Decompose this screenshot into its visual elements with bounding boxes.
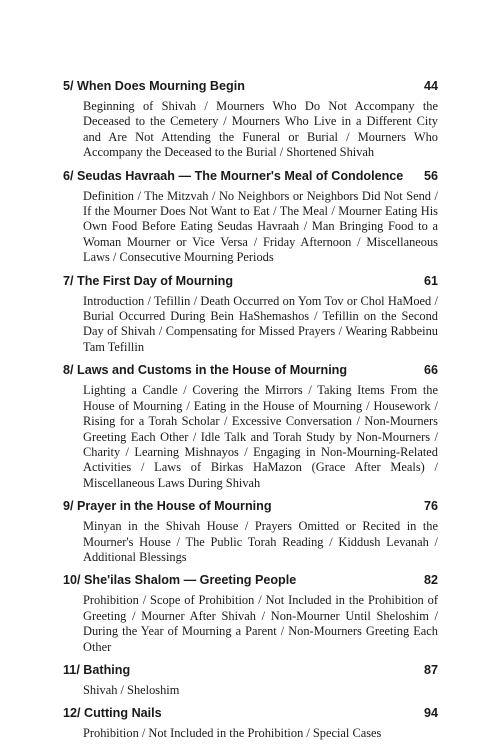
toc-entry-chapter-8[interactable] <box>63 363 438 491</box>
chapter-title[interactable]: 10/ She'ilas Shalom — Greeting People <box>63 573 297 588</box>
chapter-heading <box>63 79 438 94</box>
chapter-heading <box>63 573 438 588</box>
chapter-page-number: 44 <box>423 79 438 93</box>
toc-entry-chapter-7[interactable] <box>63 274 438 356</box>
chapter-topics: Introduction / Tefillin / Death Occurred on Yom Tov or Chol HaMoed / Burial Occurred During Bein HaShemashos / Tefillin on the Second Day of Shivah / Compensating for Missed Prayers / Wearing Rabbeinu Tam Tefillin <box>83 293 438 354</box>
chapter-page-number: 61 <box>423 273 438 288</box>
chapter-page-number: 94 <box>423 706 438 721</box>
toc-entry-chapter-10[interactable] <box>63 573 438 655</box>
chapter-topics: Prohibition / Not Included in the Prohibition / Special Cases <box>83 726 382 741</box>
chapter-topics: Shivah / Sheloshim <box>83 682 180 697</box>
toc-entry-chapter-6[interactable] <box>63 169 438 266</box>
chapter-title[interactable]: 6/ Seudas Havraah — The Mourner's Meal of Condolence <box>63 168 404 183</box>
chapter-page-number: 87 <box>423 662 438 677</box>
chapter-title[interactable]: 11/ Bathing <box>63 662 131 677</box>
toc-entry-chapter-5[interactable] <box>63 79 438 161</box>
toc-entry-chapter-9[interactable] <box>63 499 438 565</box>
chapter-heading <box>63 663 438 678</box>
chapter-topics: Minyan in the Shivah House / Prayers Omitted or Recited in the Mourner's House / The Public Torah Reading / Kiddush Levanah / Additional Blessings <box>83 519 438 564</box>
chapter-topics: Lighting a Candle / Covering the Mirrors / Taking Items From the House of Mourning / Eating in the House of Mourning / Housework / Rising for a Torah Scholar / Excessive Conversation / Non-Mourners Greeting Each Other / Idle Talk and Torah Study by Non-Mourners / Charity / Learning Mishnayos / Engaging in Non-Mourning-Related Activities / Laws of Birkas HaMazon (Grace After Meals) / Miscellaneous Laws During Shivah <box>83 383 438 490</box>
chapter-topics: Prohibition / Scope of Prohibition / Not Included in the Prohibition of Greeting / Mourner After Shivah / Non-Mourner Until Sheloshim / During the Year of Mourning a Parent / Non-Mourners Greeting Each Other <box>83 593 438 654</box>
chapter-heading <box>63 274 438 289</box>
chapter-heading <box>63 363 438 378</box>
toc-entry-chapter-12[interactable] <box>63 706 438 741</box>
chapter-title[interactable]: 9/ Prayer in the House of Mourning <box>63 499 272 514</box>
chapter-title[interactable]: 12/ Cutting Nails <box>63 706 162 721</box>
chapter-page-number: 82 <box>423 573 438 588</box>
chapter-heading <box>63 499 438 514</box>
chapter-page-number: 76 <box>423 499 438 514</box>
chapter-page-number: 66 <box>423 363 438 378</box>
table-of-contents <box>63 79 438 750</box>
chapter-title[interactable]: 8/ Laws and Customs in the House of Mourning <box>63 363 348 378</box>
chapter-title[interactable]: 7/ The First Day of Mourning <box>63 273 234 288</box>
toc-entry-chapter-11[interactable] <box>63 663 438 698</box>
chapter-topics: Beginning of Shivah / Mourners Who Do Not Accompany the Deceased to the Cemetery / Mourners Who Live in a Different City and Are Not Attending the Funeral or Burial / Mourners Who Accompany the Deceased to the Burial / Shortened Shivah <box>83 99 438 160</box>
chapter-title[interactable]: 5/ When Does Mourning Begin <box>63 79 245 93</box>
chapter-page-number: 56 <box>423 168 438 183</box>
chapter-heading <box>63 706 438 721</box>
chapter-topics: Definition / The Mitzvah / No Neighbors or Neighbors Did Not Send / If the Mourner Does Not Want to Eat / The Meal / Mourner Eating His Own Food Before Eating Seudas Havraah / Man Bringing Food to a Woman Mourner or Vice Versa / Friday Afternoon / Miscellaneous Laws / Consecutive Mourning Periods <box>83 188 438 265</box>
chapter-heading <box>63 169 438 184</box>
